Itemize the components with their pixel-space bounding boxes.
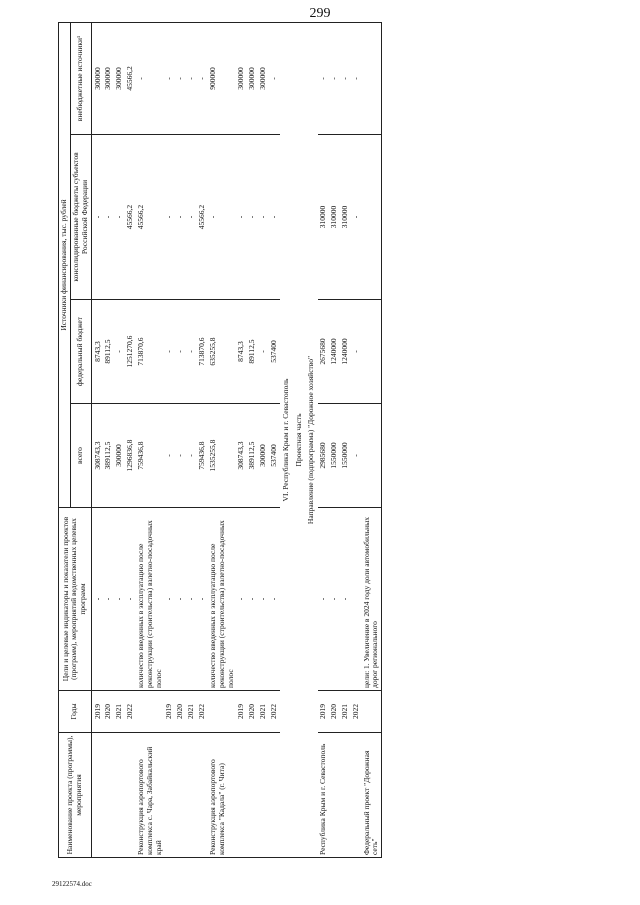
row-total: 308743,3 — [93, 404, 104, 508]
row-extra: - — [164, 22, 175, 134]
project-name-road: Федеральный проект "Дорожная сеть" — [362, 733, 382, 858]
row-federal: - — [186, 300, 197, 404]
row-total: 389112,5 — [247, 404, 258, 508]
row-goal: - — [197, 508, 208, 691]
table-row — [125, 22, 136, 857]
row-regional: - — [93, 135, 104, 300]
row-total: - — [164, 404, 175, 508]
table-row — [247, 22, 258, 857]
row-extra: 45566,2 — [125, 22, 136, 134]
row-goal: - — [125, 508, 136, 691]
financing-table — [58, 22, 382, 858]
project-total-kadala: 1535255,8 — [208, 404, 237, 508]
table-row — [197, 22, 208, 857]
row-regional: - — [269, 135, 280, 300]
row-federal: 8743,3 — [236, 300, 247, 404]
row-extra: - — [269, 22, 280, 134]
row-goal: - — [186, 508, 197, 691]
table-row — [186, 22, 197, 857]
row-regional: - — [236, 135, 247, 300]
row-year: 2020 — [175, 691, 186, 733]
row-goal: - — [329, 508, 340, 691]
row-federal: 8743,3 — [93, 300, 104, 404]
section-title: VI. Республика Крым и г. Севастополь — [280, 22, 293, 857]
row-regional: - — [351, 135, 362, 300]
row-goal: - — [340, 508, 351, 691]
table-row — [329, 22, 340, 857]
row-year: 2020 — [247, 691, 258, 733]
row-goal: - — [114, 508, 125, 691]
row-year: 2021 — [340, 691, 351, 733]
row-regional: - — [114, 135, 125, 300]
table-row — [164, 22, 175, 857]
row-extra: - — [329, 22, 340, 134]
project-row-road — [362, 22, 382, 857]
header-federal: федеральный бюджет — [70, 300, 91, 404]
subsection-title: Проектная часть — [293, 22, 306, 857]
row-total: - — [175, 404, 186, 508]
row-year: 2021 — [186, 691, 197, 733]
row-regional: - — [247, 135, 258, 300]
row-regional: - — [175, 135, 186, 300]
row-total: 1550000 — [329, 404, 340, 508]
row-goal: - — [247, 508, 258, 691]
table-row — [236, 22, 247, 857]
row-total: 1296836,8 — [125, 404, 136, 508]
project-federal-chara: 713870,6 — [136, 300, 165, 404]
row-regional: 310000 — [329, 135, 340, 300]
row-extra: 300000 — [247, 22, 258, 134]
row-name — [93, 733, 104, 858]
project-row-kadala — [208, 22, 237, 857]
project-extra-kadala: 900000 — [208, 22, 237, 134]
row-federal: - — [164, 300, 175, 404]
row-goal: - — [175, 508, 186, 691]
table-row — [351, 22, 362, 857]
row-total: 759436,8 — [197, 404, 208, 508]
project-name-chara: Реконструкция аэропортового комплекса с. Чара, Забайкальский край — [136, 733, 165, 858]
row-year: 2022 — [269, 691, 280, 733]
rotated-table-wrapper — [58, 23, 638, 858]
row-federal: 537400 — [269, 300, 280, 404]
row-total: 537400 — [269, 404, 280, 508]
row-year: 2022 — [351, 691, 362, 733]
project-row-chara — [136, 22, 165, 857]
row-federal: 89112,5 — [103, 300, 114, 404]
page-number: 299 — [309, 6, 331, 21]
row-extra: - — [340, 22, 351, 134]
row-extra: 300000 — [93, 22, 104, 134]
row-year: 2020 — [103, 691, 114, 733]
header-sources: Источники финансирования, тыс. рублей — [59, 22, 71, 507]
project-total-chara: 759436,8 — [136, 404, 165, 508]
table-row — [103, 22, 114, 857]
table-row — [340, 22, 351, 857]
row-federal: - — [258, 300, 269, 404]
project-goal-road: цели: 1. Увеличение в 2024 году доли автомобильных дорог регионального — [362, 508, 382, 691]
row-federal: 2675680 — [318, 300, 329, 404]
row-regional: - — [164, 135, 175, 300]
row-goal: - — [164, 508, 175, 691]
row-regional: - — [186, 135, 197, 300]
subsection-heading-row — [293, 22, 306, 857]
project-goal-kadala: количество введенных в эксплуатацию после реконструкции (строительства) взлетно-посадочных полос — [208, 508, 237, 691]
row-federal: - — [175, 300, 186, 404]
header-years: Годы — [59, 691, 92, 733]
table-row — [269, 22, 280, 857]
row-federal: 1240000 — [340, 300, 351, 404]
row-year: 2021 — [114, 691, 125, 733]
table-row — [175, 22, 186, 857]
row-extra: - — [197, 22, 208, 134]
table-row — [93, 22, 104, 857]
row-name — [103, 733, 114, 858]
direction-heading-row — [305, 22, 318, 857]
row-extra: - — [175, 22, 186, 134]
header-name: Наименование проекта (программы), мероприятия — [59, 733, 92, 858]
row-total: 300000 — [114, 404, 125, 508]
row-federal: 1240000 — [329, 300, 340, 404]
row-year: 2019 — [236, 691, 247, 733]
row-federal: 713870,6 — [197, 300, 208, 404]
row-total: 2985680 — [318, 404, 329, 508]
project-regional-kadala: - — [208, 135, 237, 300]
row-total: 389112,5 — [103, 404, 114, 508]
table-row — [258, 22, 269, 857]
row-regional: - — [103, 135, 114, 300]
row-extra: - — [351, 22, 362, 134]
row-year: 2019 — [93, 691, 104, 733]
row-year: 2021 — [258, 691, 269, 733]
row-extra: 300000 — [114, 22, 125, 134]
row-goal: - — [103, 508, 114, 691]
row-total: 1550000 — [340, 404, 351, 508]
header-extra: внебюджетные источники¹ — [70, 22, 91, 134]
table-row — [318, 22, 329, 857]
row-regional: 310000 — [340, 135, 351, 300]
table-row — [114, 22, 125, 857]
project-goal-chara: количество введенных в эксплуатацию после реконструкции (строительства) взлетно-посадочных полос — [136, 508, 165, 691]
row-federal: 89112,5 — [247, 300, 258, 404]
section-heading-row — [280, 22, 293, 857]
row-extra: 300000 — [258, 22, 269, 134]
row-goal: - — [93, 508, 104, 691]
footer-doc-code: 29122574.doc — [52, 880, 92, 888]
row-total: - — [186, 404, 197, 508]
row-year: 2022 — [125, 691, 136, 733]
row-extra: - — [186, 22, 197, 134]
row-goal: - — [269, 508, 280, 691]
project-name-kadala: Реконструкция аэропортового комплекса "Кадала" (г. Чита) — [208, 733, 237, 858]
project-federal-kadala: 635255,8 — [208, 300, 237, 404]
row-extra: 300000 — [236, 22, 247, 134]
row-goal: - — [258, 508, 269, 691]
project-regional-chara: 45566,2 — [136, 135, 165, 300]
table-body — [91, 22, 382, 857]
row-federal: - — [351, 300, 362, 404]
project-name-crimea: Республика Крым и г. Севастополь — [318, 733, 361, 858]
row-goal — [351, 508, 362, 691]
row-total: - — [351, 404, 362, 508]
row-name — [114, 733, 125, 858]
row-extra: - — [318, 22, 329, 134]
row-federal: - — [114, 300, 125, 404]
row-extra: 300000 — [103, 22, 114, 134]
direction-title: Направление (подпрограмма) "Дорожное хозяйство" — [305, 22, 318, 857]
header-goals: Цели и целевые индикаторы и показатели проектов (программ), мероприятий ведомственных целевых программ — [59, 508, 92, 691]
project-extra-chara: - — [136, 22, 165, 134]
row-year: 2020 — [329, 691, 340, 733]
row-total: 308743,3 — [236, 404, 247, 508]
row-regional: - — [258, 135, 269, 300]
row-total: 300000 — [258, 404, 269, 508]
row-year: 2019 — [164, 691, 175, 733]
header-total: всего — [70, 404, 91, 508]
row-year: 2022 — [197, 691, 208, 733]
row-regional: 310000 — [318, 135, 329, 300]
row-federal: 1251270,6 — [125, 300, 136, 404]
row-goal: - — [318, 508, 329, 691]
row-regional: 45566,2 — [125, 135, 136, 300]
row-name — [125, 733, 136, 858]
header-regional: консолидированные бюджеты субъектов Российской Федерации — [70, 135, 91, 300]
row-regional: 45566,2 — [197, 135, 208, 300]
row-year: 2019 — [318, 691, 329, 733]
row-goal: - — [236, 508, 247, 691]
